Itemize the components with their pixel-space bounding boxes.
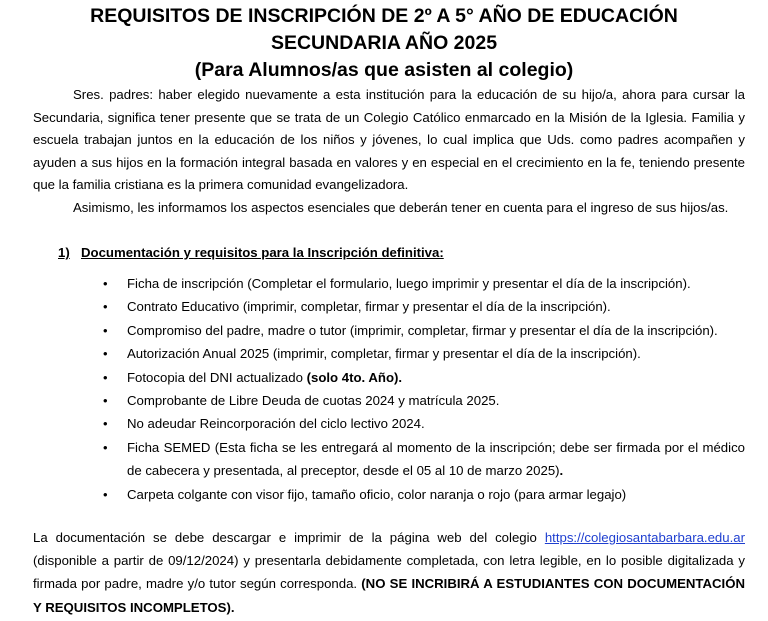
section-1-heading: [58, 242, 444, 264]
final-text-before-link: La documentación se debe descargar e imprimir de la página web del colegio: [33, 530, 545, 545]
requirement-item: [100, 436, 745, 483]
bullet-icon: •: [103, 346, 108, 362]
requirement-bold-text: .: [559, 463, 564, 479]
bullet-icon: •: [103, 416, 108, 432]
intro-paragraph: Sres. padres: haber elegido nuevamente a esta institución para la educación de su hijo/a, ahora para cursar la Secundaria, significa tener presente que se trata de un Colegio Católico enmarcado en la Misión de la Iglesia. Familia y escuela trabajan juntos en la educación de los niños y jóvenes, lo cual implica que Uds. como padres acompañen y ayuden a sus hijos en la formación integral basada en valores y en especial en el crecimiento en la fe, teniendo presente que la familia cristiana es la primera comunidad evangelizadora.: [33, 87, 745, 193]
requirement-item: [100, 366, 745, 389]
final-text-after-link: (disponible a partir de 09/12/2024) y presentarla debidamente completada, con letra legible, en lo posible digitalizada y firmada por padre, madre y/o tutor según corresponda.: [33, 553, 745, 592]
requirement-text: Ficha SEMED (Esta ficha se les entregará al momento de la inscripción; debe ser firmada por el médico de cabecera y presentada, al preceptor, desde el 05 al 10 de marzo 2025): [127, 439, 745, 479]
requirement-item: [100, 483, 745, 506]
requirement-text: Carpeta colgante con visor fijo, tamaño oficio, color naranja o rojo (para armar legajo): [127, 486, 627, 502]
title-line-1: REQUISITOS DE INSCRIPCIÓN DE 2º A 5° AÑO DE EDUCACIÓN: [90, 5, 678, 27]
bullet-icon: •: [103, 299, 108, 315]
requirement-item: [100, 295, 745, 318]
requirement-text: Ficha de inscripción (Completar el formulario, luego imprimir y presentar el día de la inscripción).: [127, 276, 691, 291]
requirement-text: Autorización Anual 2025 (imprimir, completar, firmar y presentar el día de la inscripción).: [127, 346, 641, 362]
requirement-item: [100, 342, 745, 365]
section-1-title: Documentación y requisitos para la Inscripción definitiva:: [81, 245, 444, 260]
requirement-text: Fotocopia del DNI actualizado: [127, 369, 307, 385]
requirement-item: [100, 389, 745, 412]
final-paragraph: [33, 526, 745, 619]
requirement-item: [100, 412, 745, 435]
bullet-icon: •: [103, 276, 108, 291]
bullet-icon: •: [103, 393, 108, 409]
bullet-icon: •: [103, 369, 108, 385]
requirement-item: [100, 272, 745, 295]
requirement-bold-text: (solo 4to. Año).: [306, 369, 403, 385]
final-warning: (NO SE INCRIBIRÁ A ESTUDIANTES CON DOCUMENTACIÓN Y REQUISITOS INCOMPLETOS).: [33, 576, 745, 615]
bullet-icon: •: [103, 486, 108, 502]
requirement-text: Contrato Educativo (imprimir, completar, firmar y presentar el día de la inscripción).: [127, 299, 611, 315]
title-subtitle: (Para Alumnos/as que asisten al colegio): [194, 59, 574, 81]
requirements-list: [100, 272, 745, 506]
asimismo-paragraph: Asimismo, les informamos los aspectos esenciales que deberán tener en cuenta para el ingreso de sus hijos/as.: [73, 200, 729, 215]
bullet-icon: •: [103, 439, 108, 455]
school-website-link[interactable]: https://colegiosantabarbara.edu.ar: [544, 530, 745, 545]
requirement-text: No adeudar Reincorporación del ciclo lectivo 2024.: [127, 416, 425, 432]
requirement-text: Compromiso del padre, madre o tutor (imprimir, completar, firmar y presentar el día de la inscripción).: [127, 322, 718, 338]
section-1-number: 1): [58, 245, 70, 260]
bullet-icon: •: [103, 322, 108, 338]
requirement-item: [100, 319, 745, 342]
requirement-text: Comprobante de Libre Deuda de cuotas 2024 y matrícula 2025.: [127, 393, 500, 409]
title-line-2: SECUNDARIA AÑO 2025: [270, 32, 498, 54]
